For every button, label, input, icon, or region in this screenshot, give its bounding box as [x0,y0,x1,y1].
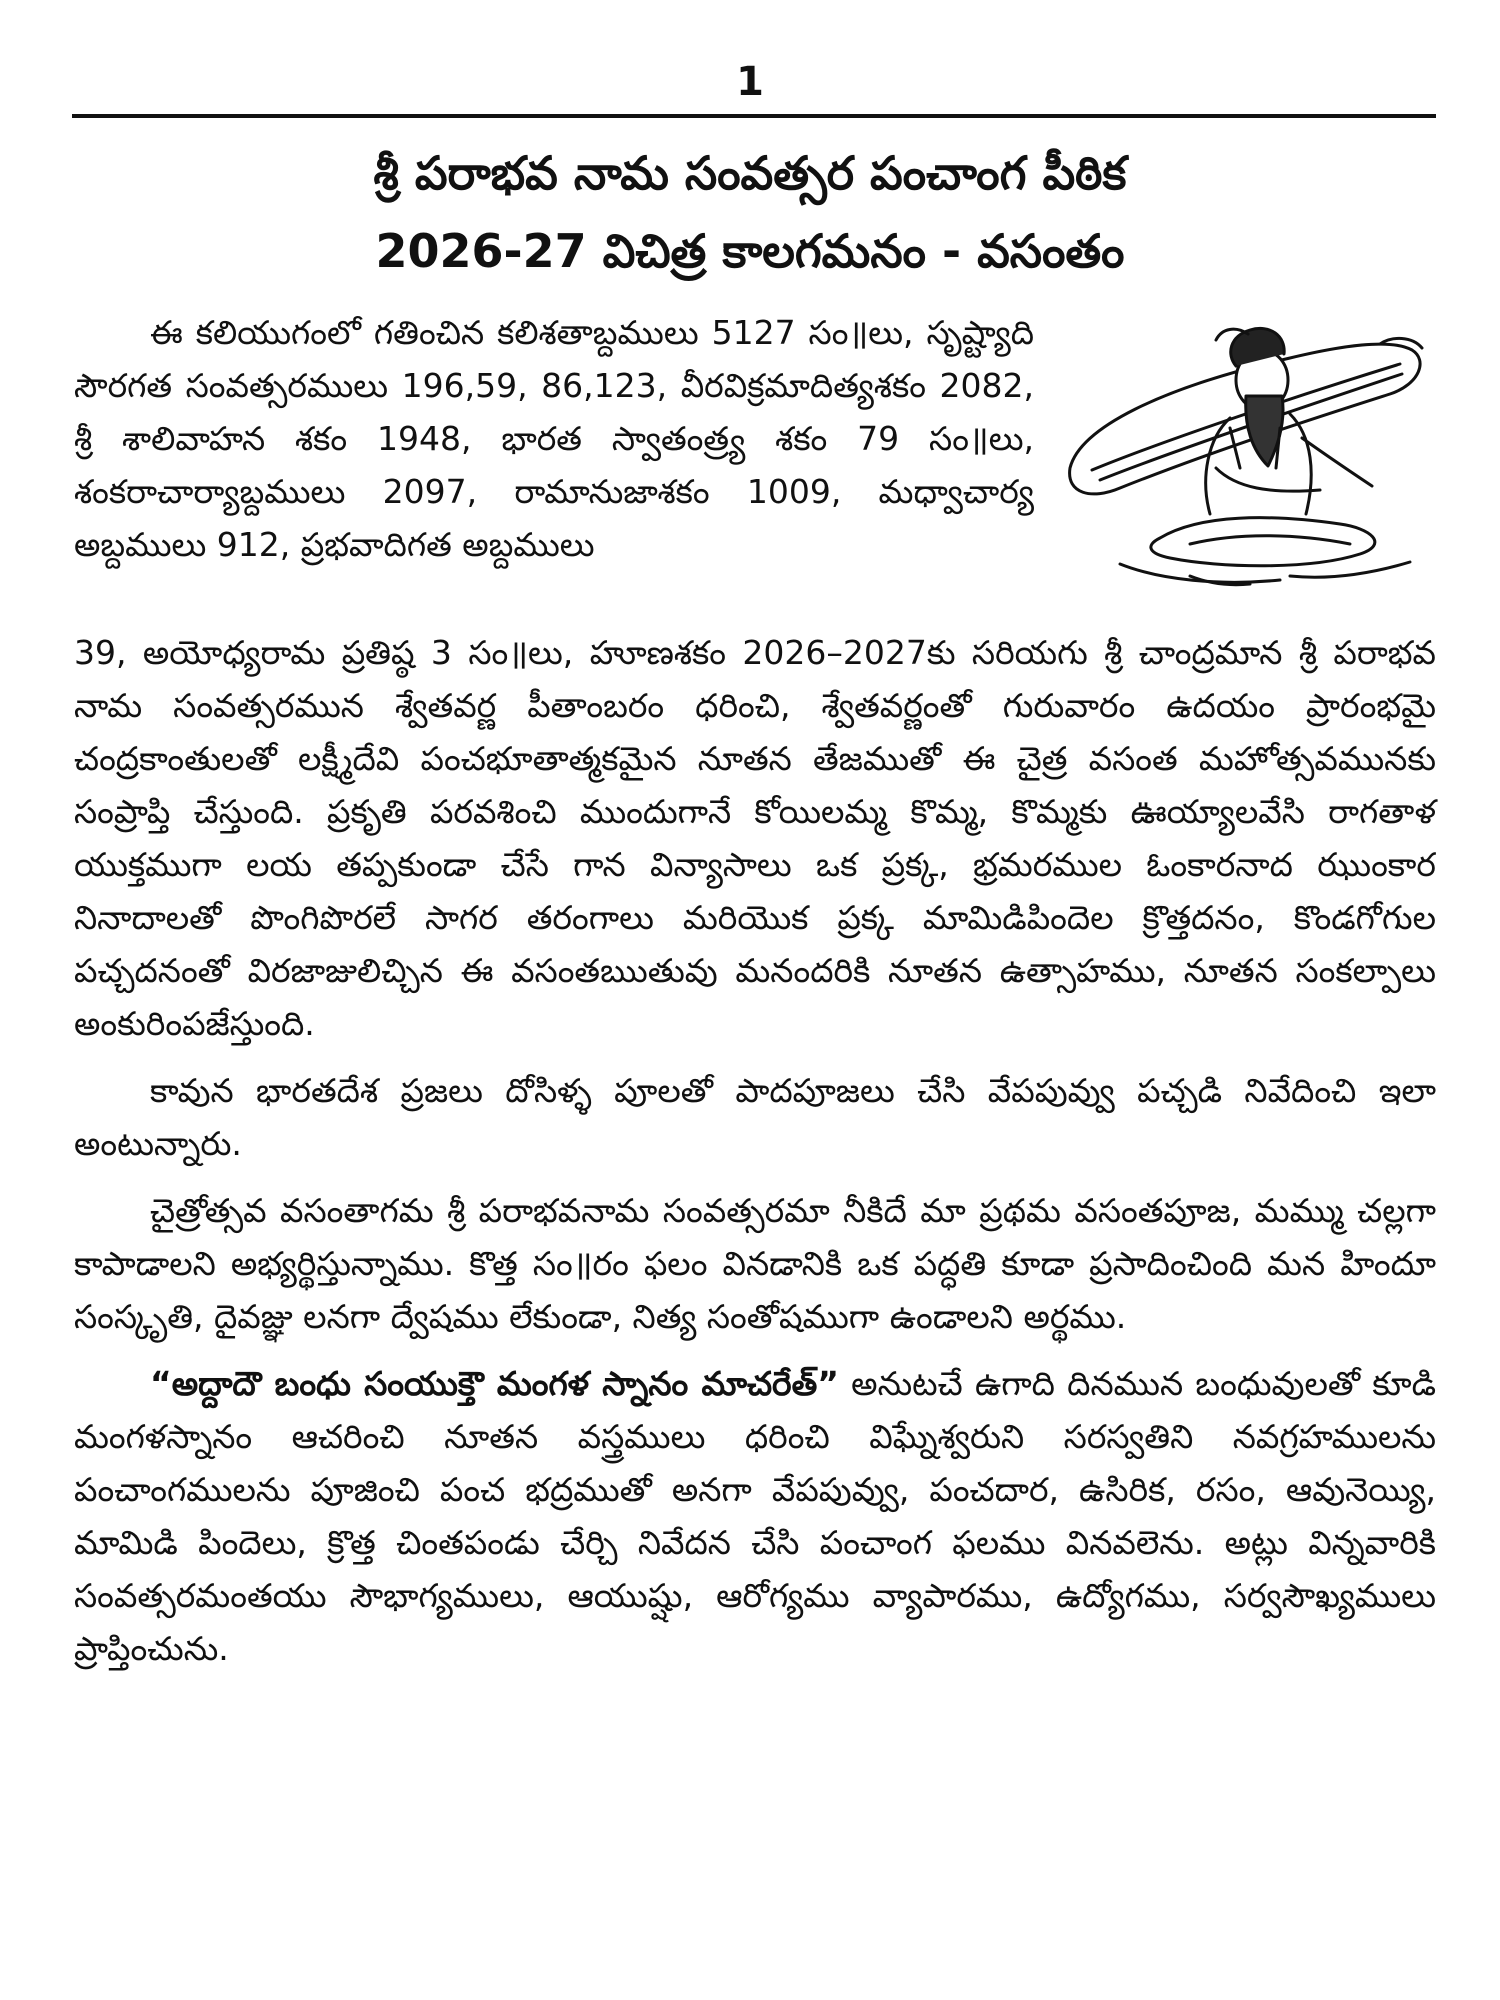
paragraph-2: కావున భారతదేశ ప్రజలు దోసిళ్ళ పూలతో పాదపూజలు చేసి వేపపువ్వు పచ్చడి నివేదించి ఇలా అంటున్నారు. [74,1071,1436,1163]
title-line-2: 2026-27 విచిత్ర కాలగమనం - వసంతం [375,224,1125,278]
page-title [60,134,1440,290]
page-number: 1 [736,59,764,105]
paragraph-1-rest: 39, అయోధ్యరామ ప్రతిష్ఠ 3 సం॥లు, హూణశకం 2026–2027కు సరియగు శ్రీ చాంద్రమాన శ్రీ పరాభవ నామ సంవత్సరమున శ్వేతవర్ణ పీతాంబరం ధరించి, శ్వేతవర్ణంతో గురువారం ఉదయం ప్రారంభమై చంద్రకాంతులతో లక్ష్మీదేవి పంచభూతాత్మకమైన నూతన తేజముతో ఈ చైత్ర వసంత మహోత్సవమునకు సంప్రాప్తి చేస్తుంది. ప్రకృతి పరవశించి ముందుగానే కోయిలమ్మ కొమ్మ, కొమ్మకు ఊయ్యాలవేసి రాగతాళ యుక్తముగా లయ తప్పకుండా చేసే గాన విన్యాసాలు ఒక ప్రక్క, భ్రమరముల ఓంకారనాద ఝుంకార నినాదాలతో పొంగిపొరలే సాగర తరంగాలు మరియొక ప్రక్క మామిడిపిందెల క్రొత్తదనం, కొండగోగుల పచ్చదనంతో విరజాజులిచ్చిన ఈ వసంతఋతువు మనందరికి నూతన ఉత్సాహము, నూతన సంకల్పాలు అంకురింపజేస్తుంది. [74,633,1436,1043]
paragraph-3: చైత్రోత్సవ వసంతాగమ శ్రీ పరాభవనామ సంవత్సరమా నీకిదే మా ప్రథమ వసంతపూజ, మమ్ము చల్లగా కాపాడాలని అభ్యర్థిస్తున్నాము. కొత్త సం॥రం ఫలం వినడానికి ఒక పద్ధతి కూడా ప్రసాదించింది మన హిందూ సంస్కృతి, దైవజ్ఞు లనగా ద్వేషము లేకుండా, నిత్య సంతోషముగా ఉండాలని అర్థము. [74,1191,1436,1336]
sage-with-veena-icon [1040,318,1440,590]
sanskrit-quote: “అద్దాదౌ బంధు సంయుక్తౌ మంగళ స్నానం మాచరేత్” [150,1364,839,1403]
header-divider [72,114,1436,118]
main-text [74,626,1436,1689]
paragraph-4 [74,1357,1436,1675]
intro-paragraph [74,306,1034,585]
title-line-1: శ్రీ పరాభవ నామ సంవత్సర పంచాంగ పీఠిక [373,146,1127,200]
paragraph-1-intro: ఈ కలియుగంలో గతించిన కలిశతాబ్దములు 5127 సం॥లు, సృష్ట్యాది సౌరగత సంవత్సరములు 196,59, 86,123, వీరవిక్రమాదిత్యశకం 2082, శ్రీ శాలివాహన శకం 1948, భారత స్వాతంత్ర్య శకం 79 సం॥లు, శంకరాచార్యాబ్దములు 2097, రామానుజాశకం 1009, మధ్వాచార్య అబ్దములు 912, ప్రభవాదిగత అబ్దములు [74,313,1034,564]
paragraph-4-text: అనుటచే ఉగాది దినమున బంధువులతో కూడి మంగళస్నానం ఆచరించి నూతన వస్త్రములు ధరించి విఘ్నేశ్వరుని సరస్వతిని నవగ్రహములను పంచాంగములను పూజించి పంచ భద్రముతో అనగా వేపపువ్వు, పంచదార, ఉసిరిక, రసం, ఆవునెయ్యి, మామిడి పిందెలు, క్రొత్త చింతపండు చేర్చి నివేదన చేసి పంచాంగ ఫలము వినవలెను. అట్లు విన్నవారికి సంవత్సరమంతయు సౌభాగ్యములు, ఆయుష్షు, ఆరోగ్యము వ్యాపారము, ఉద్యోగము, సర్వసౌఖ్యములు ప్రాప్తించును. [74,1364,1436,1668]
